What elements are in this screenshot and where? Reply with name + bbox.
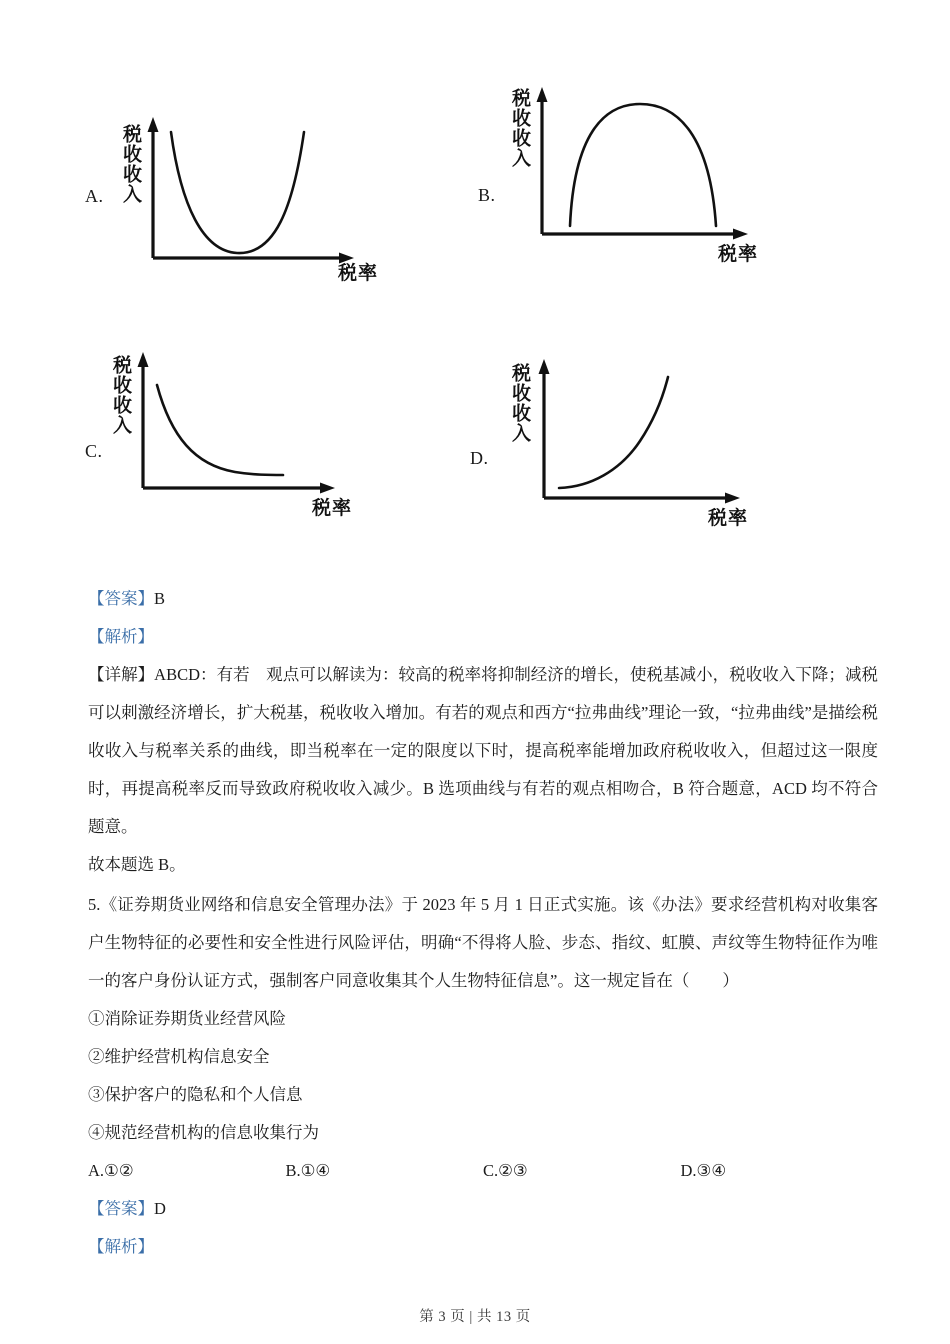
figure-a-key: A. xyxy=(85,186,104,206)
q5-stem: 5.《证券期货业网络和信息安全管理办法》于 2023 年 5 月 1 日正式实施。该《办法》要求经营机构对收集客户生物特征的必要性和安全性进行风险评估，明确“不得将人脸、步态、指纹、虹膜、声纹等生物特征作为唯一的客户身份认证方式，强制客户同意收集其个人生物特征信息”。这一规定旨在（ ） xyxy=(88,895,878,990)
q5-analysis-tag: 【解析】 xyxy=(88,1237,154,1256)
figure-c-y-axis-label: 税收收入 xyxy=(110,355,132,435)
q4-analysis-tag: 【解析】 xyxy=(88,627,154,646)
figure-option-c xyxy=(85,345,405,535)
q5-option-a[interactable]: A.①② xyxy=(88,1161,134,1180)
document-body xyxy=(88,580,878,1266)
q4-answer-tag: 【答案】 xyxy=(88,589,154,608)
q5-statement-4: ④规范经营机构的信息收集行为 xyxy=(88,1123,319,1142)
q5-analysis-line xyxy=(88,1228,878,1266)
figure-option-b xyxy=(478,72,808,292)
q4-answer-value: B xyxy=(154,589,166,608)
q4-detail-text: ABCD：有若 观点可以解读为：较高的税率将抑制经济的增长，使税基减小，税收收入下降；减税可以刺激经济增长，扩大税基，税收收入增加。有若的观点和西方“拉弗曲线”理论一致，“拉弗曲线”是描绘税收收入与税率关系的曲线，即当税率在一定的限度以下时，提高税率能增加政府税收收入，但超过这一限度时，再提高税率反而导致政府税收收入减少。B 选项曲线与有若的观点相吻合，B 符合题意，ACD 均不符合题意。 xyxy=(88,665,879,836)
q5-answer-value: D xyxy=(154,1199,166,1218)
q5-answer-tag: 【答案】 xyxy=(88,1199,154,1218)
q5-option-d[interactable]: D.③④ xyxy=(680,1161,727,1180)
figure-option-d xyxy=(470,345,800,545)
figure-b-plot xyxy=(478,72,808,292)
figure-b-x-axis-label: 税率 xyxy=(718,243,759,265)
page-footer: 第 3 页 | 共 13 页 xyxy=(419,1309,531,1325)
q4-analysis-line xyxy=(88,618,878,656)
figure-d-x-axis-label: 税率 xyxy=(708,507,749,529)
figure-d-key: D. xyxy=(470,448,489,468)
figure-c-x-axis-label: 税率 xyxy=(312,497,353,519)
q5-option-b[interactable]: B.①④ xyxy=(285,1161,331,1180)
figure-a-x-axis-label: 税率 xyxy=(338,262,379,284)
figure-group xyxy=(0,0,950,565)
figure-c-plot xyxy=(85,345,405,535)
figure-b-y-axis-label: 税收收入 xyxy=(509,88,531,168)
q5-option-row xyxy=(88,1152,878,1190)
figure-d-y-axis-label: 税收收入 xyxy=(509,363,531,443)
figure-c-key: C. xyxy=(85,441,103,461)
figure-option-a xyxy=(85,110,405,300)
q4-detail-tag: 【详解】 xyxy=(88,665,155,684)
q4-answer-line xyxy=(88,580,878,618)
q5-statement-2: ②维护经营机构信息安全 xyxy=(88,1047,270,1066)
q5-option-c[interactable]: C.②③ xyxy=(483,1161,528,1180)
figure-b-key: B. xyxy=(478,185,496,205)
q4-conclusion-line: 故本题选 B。 xyxy=(88,855,186,874)
q5-statement-3: ③保护客户的隐私和个人信息 xyxy=(88,1085,303,1104)
figure-a-y-axis-label: 税收收入 xyxy=(120,124,142,204)
q4-detail-paragraph xyxy=(88,656,878,846)
q5-answer-line xyxy=(88,1190,878,1228)
q5-statement-1: ①消除证券期货业经营风险 xyxy=(88,1009,286,1028)
figure-d-plot xyxy=(470,345,800,545)
